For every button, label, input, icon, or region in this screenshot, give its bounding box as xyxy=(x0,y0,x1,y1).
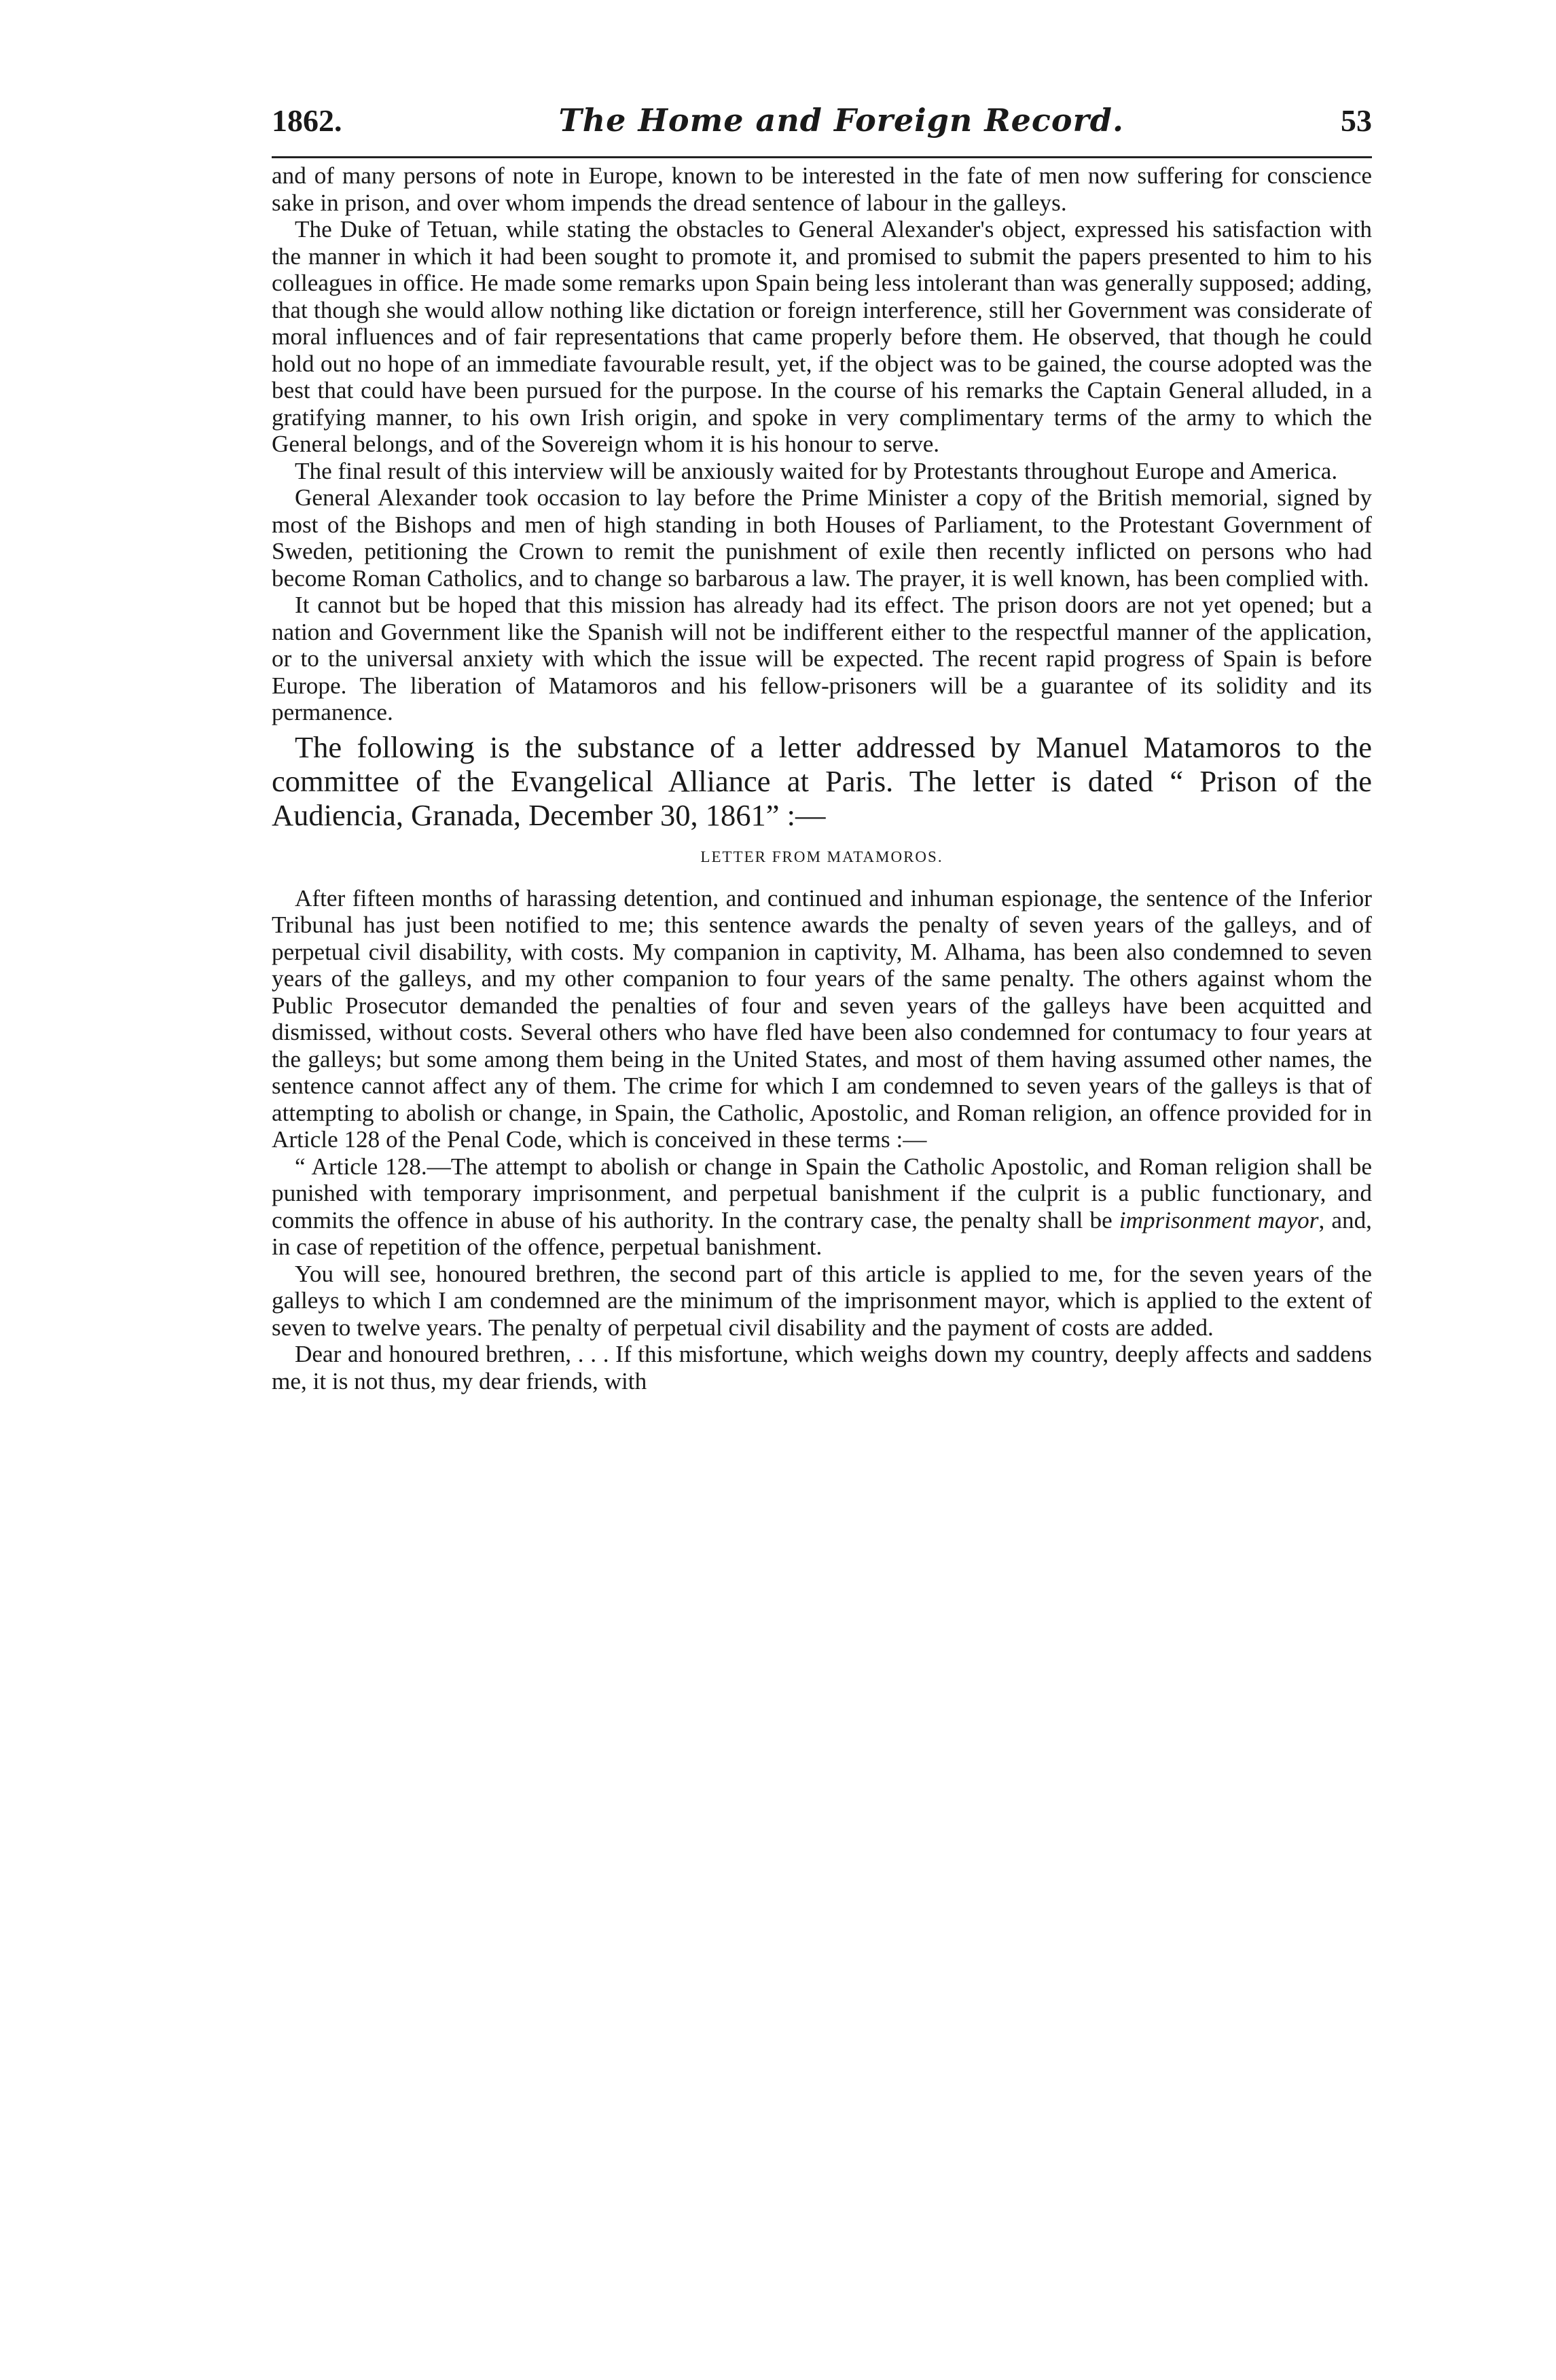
quoted-article xyxy=(272,1153,1372,1261)
quote-emphasis: imprisonment mayor xyxy=(1119,1206,1319,1233)
paragraph: The Duke of Tetuan, while stating the obstacles to General Alexander's object, expressed his satisfaction with the manner in which it had been sought to promote it, and promised to submit the papers presented to him to his colleagues in office. He made some remarks upon Spain being less intolerant than was generally supposed; adding, that though she would allow nothing like dictation or foreign interference, still her Government was considerate of moral influences and of fair representations that came properly before them. He observed, that though he could hold out no hope of an immediate favourable result, yet, if the object was to be gained, the course adopted was the best that could have been pursued for the purpose. In the course of his remarks the Captain General alluded, in a gratifying manner, to his own Irish origin, and spoke in very complimentary terms of the army to which the General belongs, and of the Sovereign whom it is his honour to serve. xyxy=(272,216,1372,457)
header-year: 1862. xyxy=(272,103,342,138)
running-head xyxy=(272,102,1372,144)
section-heading: LETTER FROM MATAMOROS. xyxy=(700,848,943,865)
paragraph: It cannot but be hoped that this mission has already had its effect. The prison doors are not yet opened; but a nation and Government like the Spanish will not be indifferent either to the respectful manner of the application, or to the universal anxiety with which the issue will be expected. The recent rapid progress of Spain is before Europe. The liberation of Matamoros and his fellow-prisoners will be a guarantee of its solidity and its permanence. xyxy=(272,592,1372,725)
paragraph: and of many persons of note in Europe, known to be interested in the fate of men now suffering for conscience sake in prison, and over whom impends the dread sentence of labour in the galleys. xyxy=(272,162,1372,216)
quote-text: , and, in case of repetition of the offence, perpetual banishment. xyxy=(272,1206,1372,1260)
article-body xyxy=(272,162,1372,1394)
quote-text: “ Article 128.—The attempt to abolish or change in Spain the Catholic Apostolic, and Roman religion shall be punished with temporary imprisonment, and perpetual banishment if the culprit is a public functionary, and commits the offence in abuse of his authority. In the contrary case, the penalty shall be xyxy=(272,1153,1372,1233)
paragraph: You will see, honoured brethren, the second part of this article is applied to me, for the seven years of the galleys to which I am condemned are the minimum of the imprisonment mayor, which is applied to the extent of seven to twelve years. The penalty of perpetual civil disability and the payment of costs are added. xyxy=(272,1260,1372,1341)
paragraph: Dear and honoured brethren, . . . If this misfortune, which weighs down my country, deeply affects and saddens me, it is not thus, my dear friends, with xyxy=(272,1341,1372,1394)
paragraph: The final result of this interview will be anxiously waited for by Protestants throughout Europe and America. xyxy=(295,457,1338,484)
header-page-number: 53 xyxy=(1340,103,1372,138)
paragraph: After fifteen months of harassing detention, and continued and inhuman espionage, the sentence of the Inferior Tribunal has just been notified to me; this sentence awards the penalty of seven years of the galleys, and of perpetual civil disability, with costs. My companion in captivity, M. Alhama, has been also condemned to seven years of the galleys, and my other companion to four years of the same penalty. The others against whom the Public Prosecutor demanded the penalties of four and seven years of the galleys have been acquitted and dismissed, without costs. Several others who have fled have been also condemned for contumacy to four years at the galleys; but some among them being in the United States, and most of them having assumed other names, the sentence cannot affect any of them. The crime for which I am condemned to seven years of the galleys is that of attempting to abolish or change, in Spain, the Catholic, Apostolic, and Roman religion, an offence provided for in Article 128 of the Penal Code, which is conceived in these terms :— xyxy=(272,884,1372,1153)
page xyxy=(272,102,1372,1394)
letter-introduction: The following is the substance of a letter addressed by Manuel Matamoros to the committee of the Evangelical Alliance at Paris. The letter is dated “ Prison of the Audiencia, Granada, December 30, 1861” :— xyxy=(272,729,1372,832)
paragraph: General Alexander took occasion to lay before the Prime Minister a copy of the British memorial, signed by most of the Bishops and men of high standing in both Houses of Parliament, to the Protestant Government of Sweden, petitioning the Crown to remit the punishment of exile then recently inflicted on persons who had become Roman Catholics, and to change so barbarous a law. The prayer, it is well known, has been complied with. xyxy=(272,484,1372,592)
header-rule xyxy=(272,156,1372,158)
header-title: The Home and Foreign Record. xyxy=(558,102,1124,139)
